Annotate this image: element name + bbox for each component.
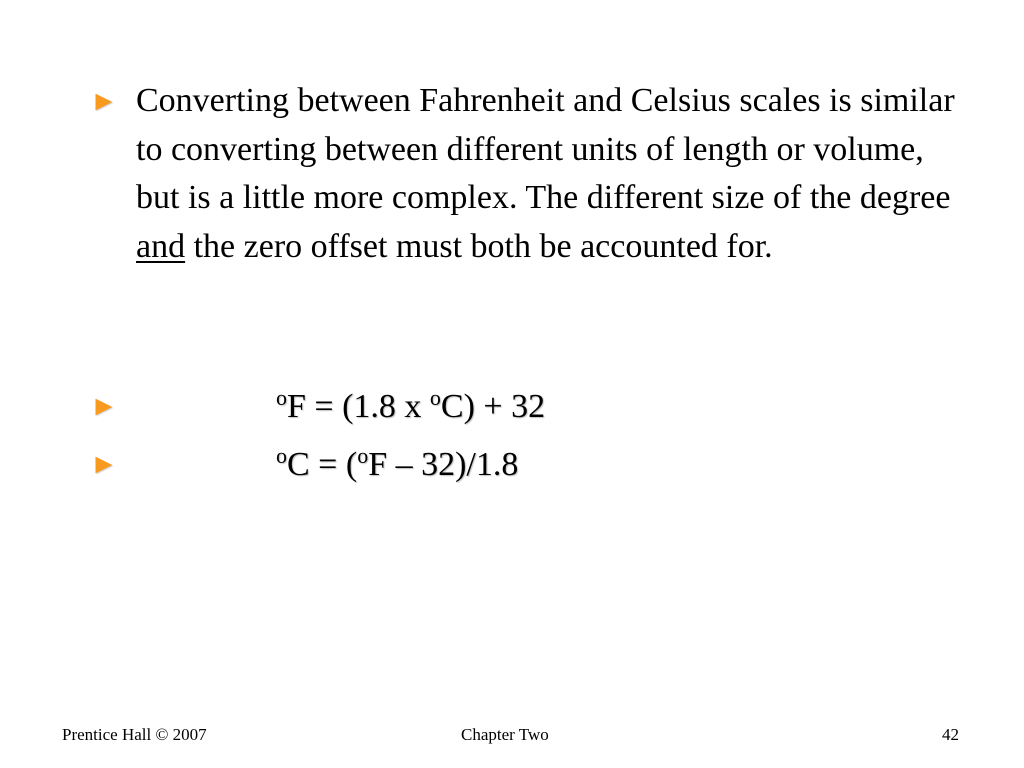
bullet-paragraph [136, 77, 956, 271]
formula-part: C) + 32 [440, 388, 546, 425]
degree-symbol: o [276, 385, 287, 410]
bullet-item-conversion-text [90, 77, 956, 271]
formula-part: C = ( [287, 446, 358, 483]
bullet-item-formula-celsius [90, 440, 518, 492]
play-triangle-icon: ► [90, 449, 118, 480]
degree-symbol: o [429, 385, 441, 410]
bullet-item-formula-fahrenheit [90, 382, 545, 434]
para-text-2: the zero offset must both be accounted for. [185, 227, 773, 265]
degree-symbol: o [276, 443, 287, 468]
footer-page-number: 42 [942, 725, 959, 744]
formula-part: F – 32)/1.8 [368, 446, 519, 483]
para-text-1: Converting between Fahrenheit and Celsius scales is similar to converting between different units of length or volume, but is a little more complex. The different size of the degree [136, 82, 955, 217]
para-text-underlined-and: and [136, 227, 186, 265]
footer-chapter: Chapter Two [461, 725, 549, 744]
formula-fahrenheit [276, 382, 545, 434]
play-triangle-icon: ► [90, 86, 118, 117]
play-triangle-icon: ► [90, 391, 118, 422]
formula-celsius [276, 440, 518, 492]
footer-copyright: Prentice Hall © 2007 [62, 725, 207, 744]
degree-symbol: o [357, 443, 369, 468]
formula-part: F = (1.8 x [287, 388, 430, 425]
